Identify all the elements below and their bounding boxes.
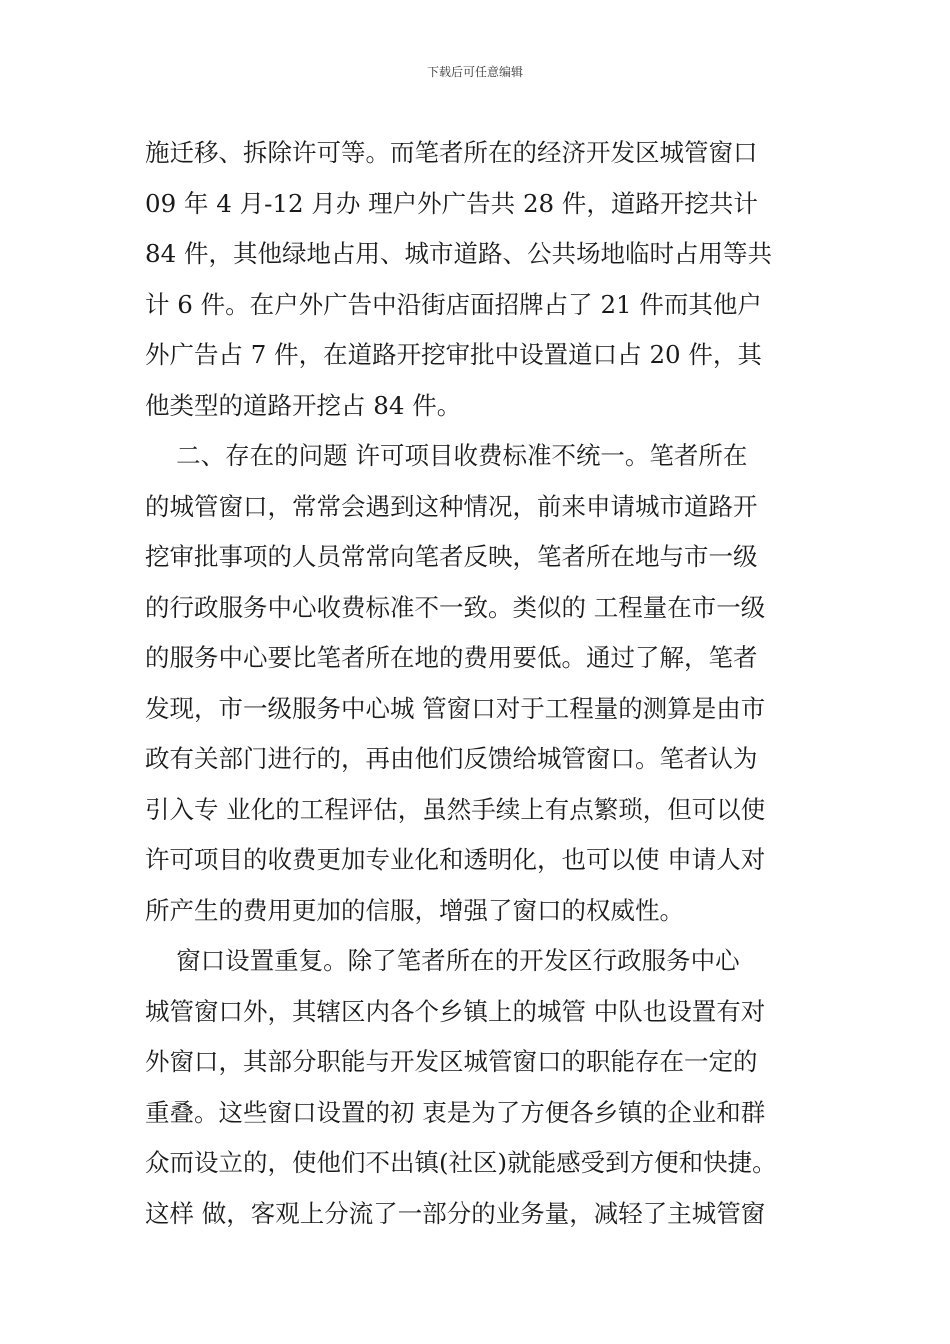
text-line: 众而设立的，使他们不出镇(社区)就能感受到方便和快捷。 xyxy=(145,1148,777,1177)
text-line: 政有关部门进行的，再由他们反馈给城管窗口。笔者认为 xyxy=(145,744,758,773)
text-line: 这样 做，客观上分流了一部分的业务量，减轻了主城管窗 xyxy=(145,1198,766,1228)
text-line: 外广告占 7 件，在道路开挖审批中设置道口占 20 件，其 xyxy=(145,340,762,369)
text-line: 许可项目的收费更加专业化和透明化，也可以使 申请人对 xyxy=(145,845,766,874)
text-line: 引入专 业化的工程评估，虽然手续上有点繁琐，但可以使 xyxy=(145,794,766,824)
text-line: 外窗口，其部分职能与开发区城管窗口的职能存在一定的 xyxy=(145,1047,758,1076)
document-body xyxy=(145,128,815,1239)
text-line: 二、存在的问题 许可项目收费标准不统一。笔者所在 xyxy=(145,441,748,470)
text-line: 城管窗口外，其辖区内各个乡镇上的城管 中队也设置有对 xyxy=(145,996,766,1026)
text-line: 挖审批事项的人员常常向笔者反映，笔者所在地与市一级 xyxy=(145,542,758,571)
text-line: 的服务中心要比笔者所在地的费用要低。通过了解，笔者 xyxy=(145,643,758,672)
text-line: 他类型的道路开挖占 84 件。 xyxy=(145,390,462,420)
text-line: 09 年 4 月-12 月办 理户外广告共 28 件，道路开挖共计 xyxy=(145,188,758,218)
text-line: 84 件，其他绿地占用、城市道路、公共场地临时占用等共 xyxy=(145,239,772,268)
text-line: 的行政服务中心收费标准不一致。类似的 工程量在市一级 xyxy=(145,592,766,622)
text-line: 计 6 件。在户外广告中沿街店面招牌占了 21 件而其他户 xyxy=(145,289,762,319)
text-line: 重叠。这些窗口设置的初 衷是为了方便各乡镇的企业和群 xyxy=(145,1097,766,1127)
text-line: 发现，市一级服务中心城 管窗口对于工程量的测算是由市 xyxy=(145,693,766,723)
page-header: 下载后可任意编辑 xyxy=(426,65,523,79)
text-line: 的城管窗口，常常会遇到这种情况，前来申请城市道路开 xyxy=(145,491,758,521)
text-line: 施迁移、拆除许可等。而笔者所在的经济开发区城管窗口 xyxy=(145,138,758,167)
text-line: 所产生的费用更加的信服，增强了窗口的权威性。 xyxy=(145,895,684,925)
text-line: 窗口设置重复。除了笔者所在的开发区行政服务中心 xyxy=(145,946,740,975)
